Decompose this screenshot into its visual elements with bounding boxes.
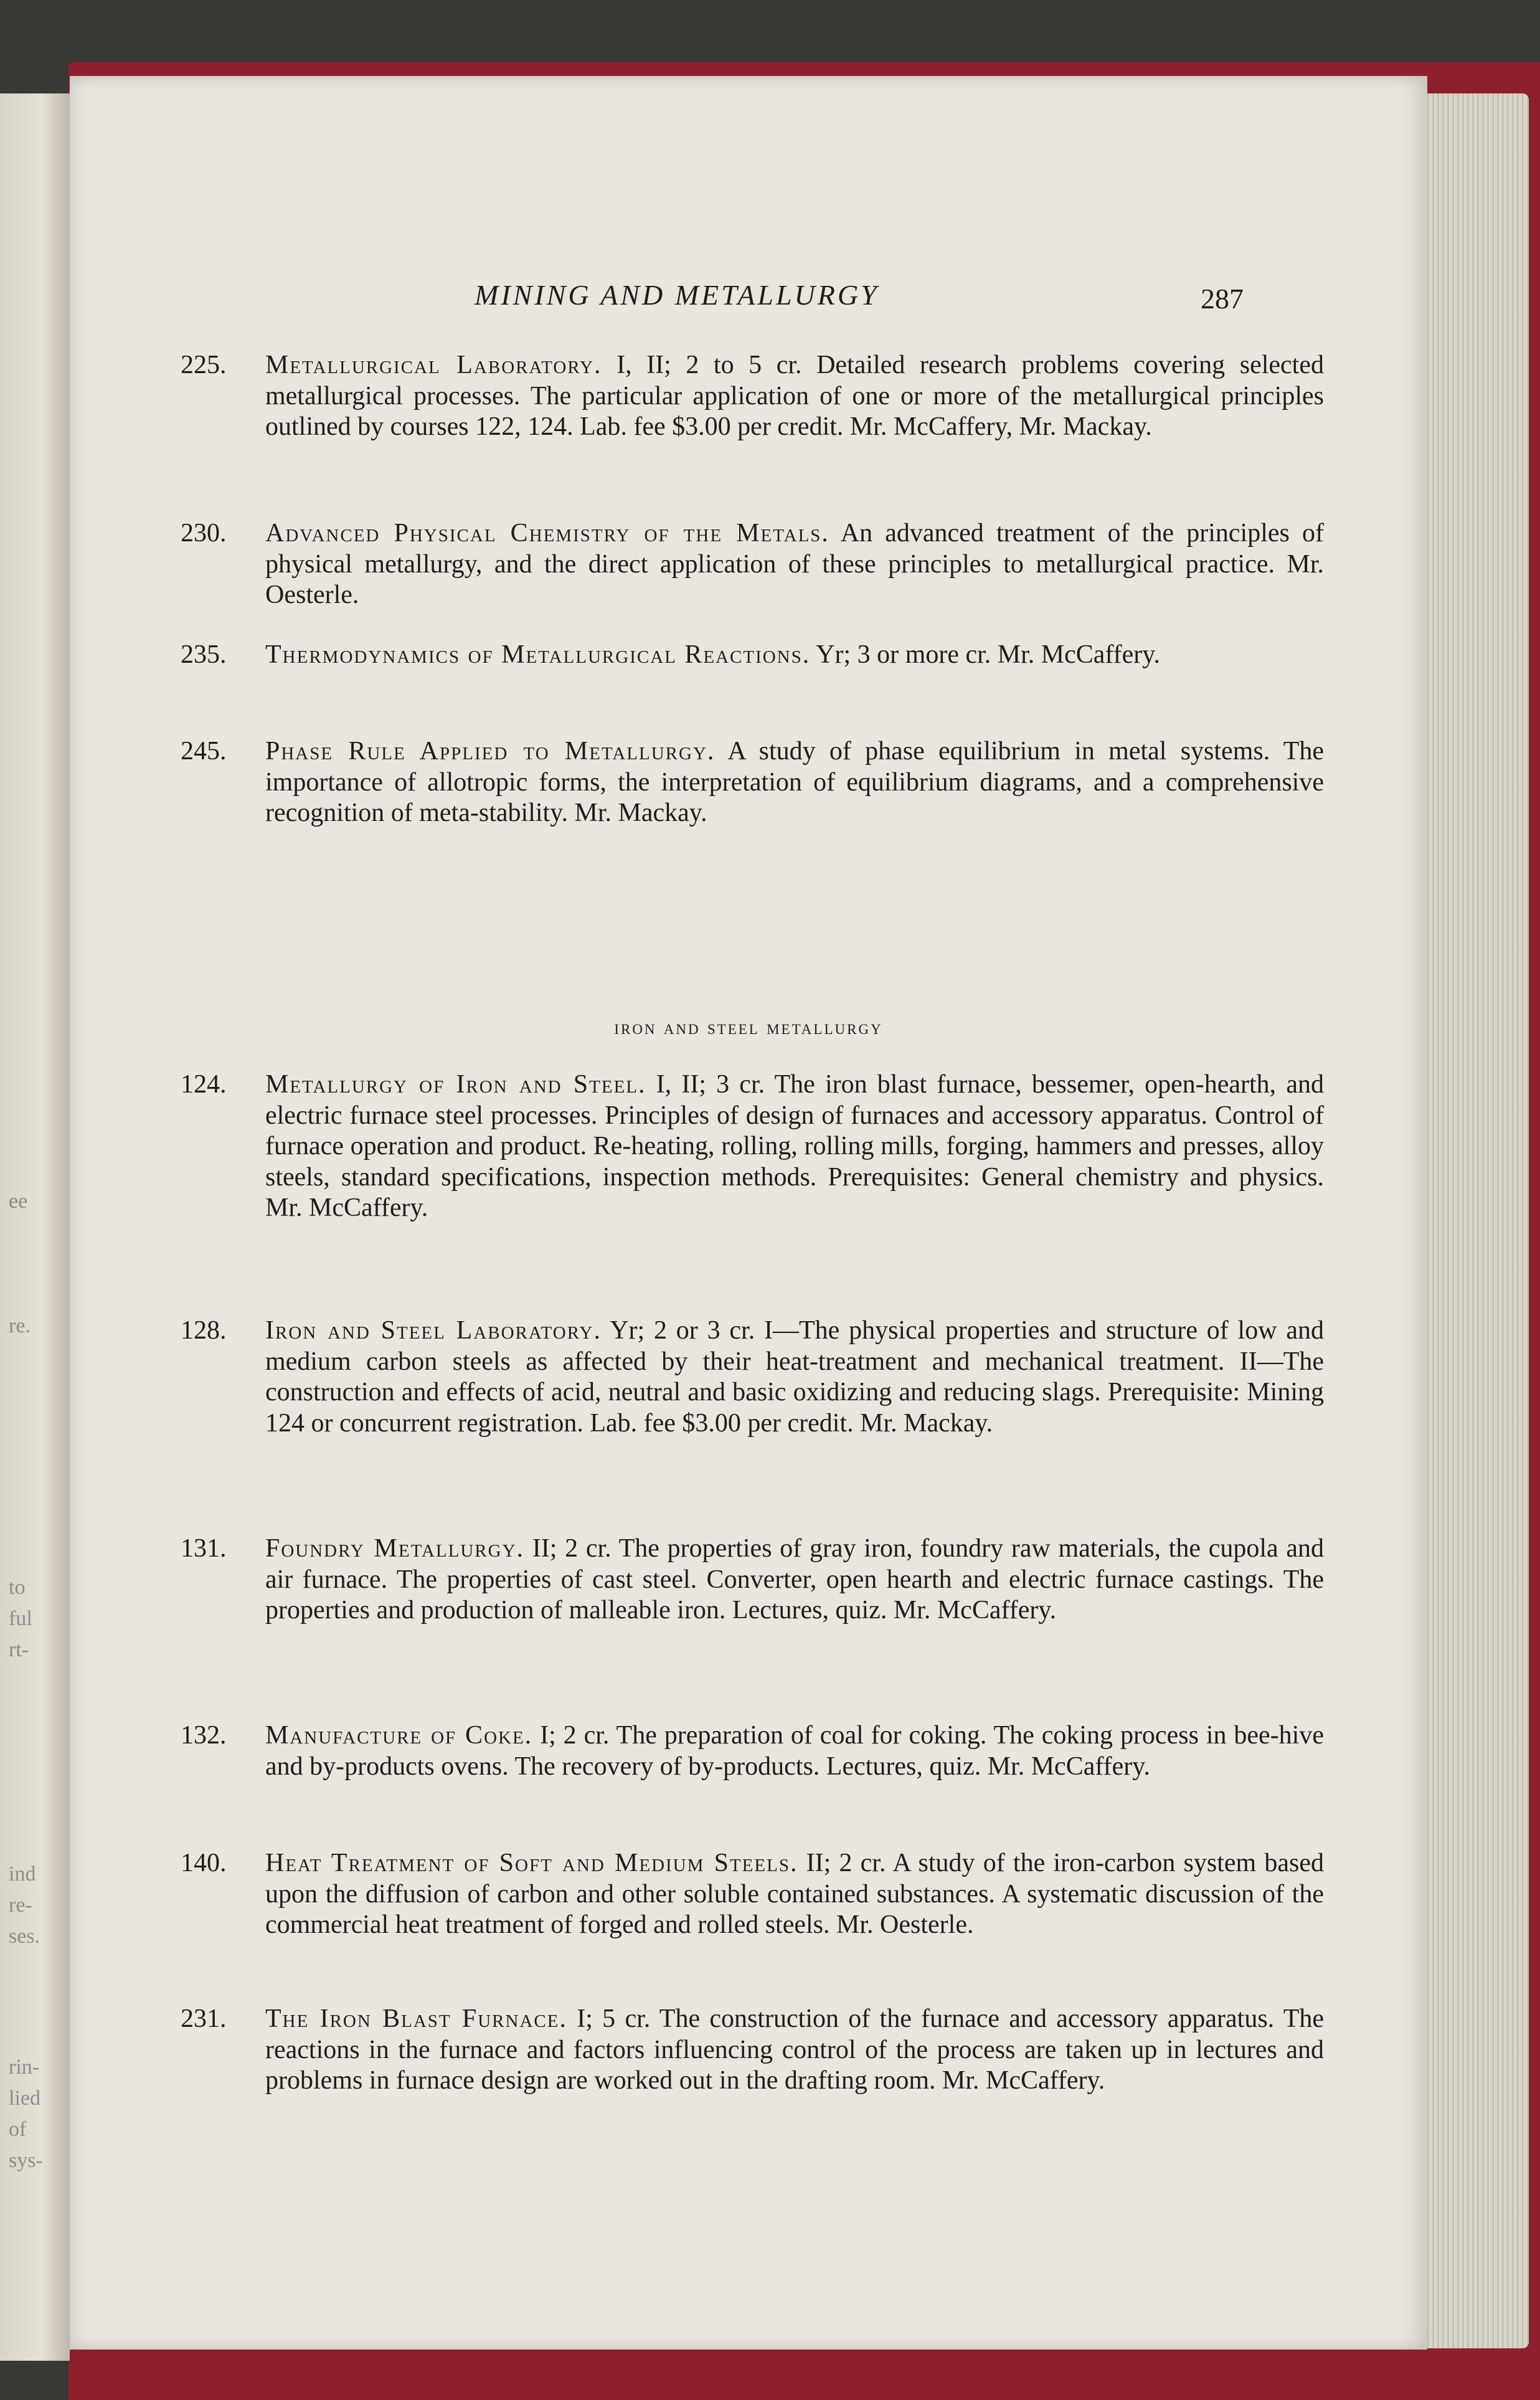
page-number: 287 (1201, 283, 1244, 315)
course-number: 225. (181, 351, 227, 379)
course-text: Yr; 2 or 3 cr. I—The physical properties and structure of low and medium carbon steels as affected by their heat-treatment and mechanical treatment. II—The construction and effects of acid, neutral and basic oxidizing and reducing slags. Prerequisite: Mining 124 or concurrent registration. Lab. fee $3.00 per credit. Mr. Mackay. (265, 1316, 1324, 1438)
course-text: A study of phase equilibrium in metal systems. The importance of allotropic forms, the interpretation of equilibrium diagrams, and a comprehensive recognition of meta-stability. Mr. Mackay. (265, 737, 1325, 827)
course-description (265, 2004, 1324, 2097)
course-text: II; 2 cr. A study of the iron-carbon system based upon the diffusion of carbon and other soluble contained substances. A systematic discussion of the commercial heat treatment of forged and rolled steels. Mr. Oesterle. (265, 1849, 1324, 1939)
course-entry (181, 2004, 1326, 2097)
course-title: Advanced Physical Chemistry of the Metals. (265, 519, 829, 548)
facing-page-fragment: ind (9, 1862, 36, 1885)
facing-page-fragment: rin- (9, 2056, 40, 2079)
facing-page-fragment: lied (9, 2087, 40, 2110)
course-title: Thermodynamics of Metallurgical Reactions. (265, 640, 811, 669)
course-title: Manufacture of Coke. (265, 1721, 533, 1750)
course-title: Metallurgical Laboratory. (265, 351, 602, 379)
course-text: An advanced treatment of the principles of physical metallurgy, and the direct application of these principles to metallurgical practice. Mr. Oesterle. (265, 519, 1325, 609)
course-title: Iron and Steel Laboratory. (265, 1316, 602, 1345)
course-text: I; 2 cr. The preparation of coal for coking. The coking process in bee-hive and by-products ovens. The recovery of by-products. Lectures, quiz. Mr. McCaffery. (265, 1721, 1324, 1781)
facing-page-fragment: to (9, 1576, 26, 1599)
course-entry (181, 1848, 1326, 1941)
course-number: 245. (181, 737, 227, 766)
course-description (265, 1720, 1324, 1782)
facing-page (0, 93, 70, 2361)
course-entry (181, 518, 1326, 611)
facing-page-fragment: sys- (9, 2149, 43, 2172)
course-title: Metallurgy of Iron and Steel. (265, 1070, 646, 1099)
book-page (70, 76, 1427, 2350)
facing-page-fragment: rt- (9, 1638, 29, 1661)
course-text: I, II; 3 cr. The iron blast furnace, bessemer, open-hearth, and electric furnace steel processes. Principles of design of furnaces and accessory apparatus. Control of furnace operation and product. Re-heating, rolling, rolling mills, forging, hammers and presses, alloy steels, standard specifications, inspection methods. Prerequisites: General chemistry and physics. Mr. McCaffery. (265, 1070, 1324, 1222)
page-header (70, 278, 1427, 328)
course-text: I, II; 2 to 5 cr. Detailed research problems covering selected metallurgical processes. The particular application of one or more of the metallurgical principles outlined by courses 122, 124. Lab. fee $3.00 per credit. Mr. McCaffery, Mr. Mackay. (265, 351, 1324, 441)
facing-page-fragment: of (9, 2118, 27, 2141)
course-title: The Iron Blast Furnace. (265, 2004, 567, 2033)
facing-page-fragment: ee (9, 1190, 28, 1213)
course-number: 131. (181, 1534, 227, 1563)
course-description (265, 1534, 1324, 1626)
course-number: 132. (181, 1721, 227, 1750)
facing-page-fragment: re. (9, 1314, 31, 1337)
course-number: 230. (181, 519, 227, 548)
course-entry (181, 350, 1326, 443)
course-description (265, 640, 1324, 671)
course-entry (181, 640, 1326, 671)
facing-page-fragment: re- (9, 1894, 32, 1917)
course-entry (181, 1316, 1326, 1439)
page-stack-edges (1420, 93, 1529, 2348)
course-description (265, 350, 1324, 443)
course-text: II; 2 cr. The properties of gray iron, foundry raw materials, the cupola and air furnace. The properties of cast steel. Converter, open hearth and electric furnace castings. The properties and production of malleable iron. Lectures, quiz. Mr. McCaffery. (265, 1534, 1325, 1625)
course-entry (181, 736, 1326, 829)
course-text: Yr; 3 or more cr. Mr. McCaffery. (810, 640, 1161, 669)
facing-page-fragment: ses. (9, 1925, 40, 1948)
course-title: Phase Rule Applied to Metallurgy. (265, 737, 716, 766)
course-description (265, 736, 1324, 829)
page-content (70, 76, 1427, 2350)
course-title: Heat Treatment of Soft and Medium Steels. (265, 1849, 798, 1877)
course-number: 235. (181, 640, 227, 669)
course-number: 140. (181, 1849, 227, 1877)
section-heading: iron and steel metallurgy (614, 1017, 883, 1039)
course-title: Foundry Metallurgy. (265, 1534, 525, 1563)
course-number: 231. (181, 2004, 227, 2033)
facing-page-fragment: ful (9, 1607, 32, 1630)
course-number: 128. (181, 1316, 227, 1345)
course-description (265, 1848, 1324, 1941)
course-description (265, 1070, 1324, 1224)
course-entry (181, 1070, 1326, 1224)
course-number: 124. (181, 1070, 227, 1099)
course-description (265, 1316, 1324, 1439)
course-text: I; 5 cr. The construction of the furnace and accessory apparatus. The reactions in the furnace and factors influencing control of the process are taken up in lectures and problems in furnace design are worked out in the drafting room. Mr. McCaffery. (265, 2004, 1324, 2095)
course-entry (181, 1720, 1326, 1782)
running-title: MINING AND METALLURGY (475, 279, 879, 311)
course-entry (181, 1534, 1326, 1626)
course-description (265, 518, 1324, 611)
